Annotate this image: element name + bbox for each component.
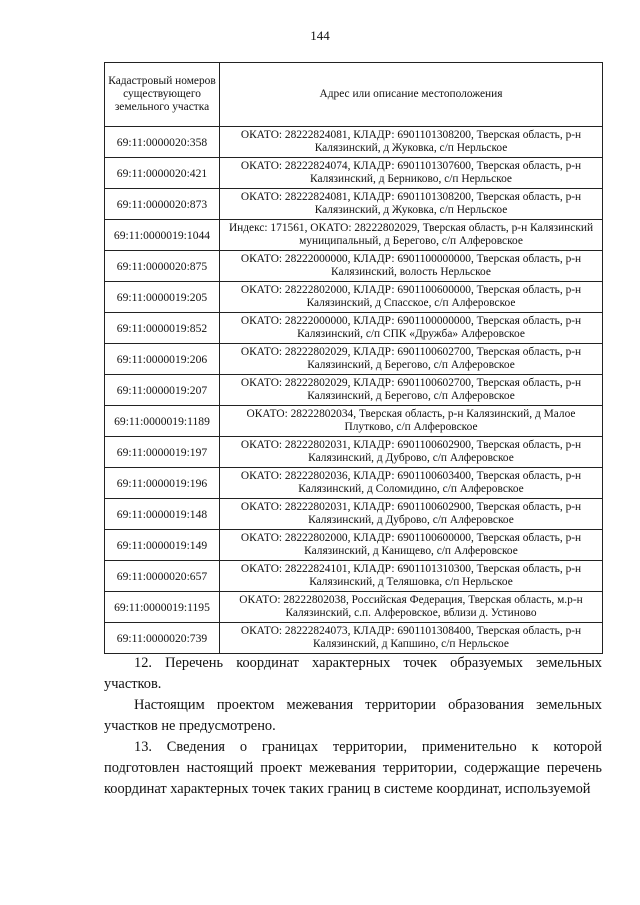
table-row [105,468,603,499]
paragraph-12b [104,695,602,737]
table-row [105,158,603,189]
table-row [105,127,603,158]
paragraph-12-text: 12. Перечень координат характерных точек образуемых земельных участков. [104,655,602,692]
address-cell: ОКАТО: 28222802029, КЛАДР: 6901100602700, Тверская область, р-н Калязинский, д Берегово, с/п Алферовское [220,375,603,406]
cadastral-number-cell: 69:11:0000019:1044 [105,220,220,251]
cadastral-number-cell: 69:11:0000020:358 [105,127,220,158]
cadastral-number-cell: 69:11:0000019:1195 [105,592,220,623]
address-cell: ОКАТО: 28222824081, КЛАДР: 6901101308200, Тверская область, р-н Калязинский, д Жуковка, с/п Нерльское [220,189,603,220]
address-cell: ОКАТО: 28222802034, Тверская область, р-н Калязинский, д Малое Плутково, с/п Алферовское [220,406,603,437]
table-row [105,561,603,592]
address-cell: ОКАТО: 28222802031, КЛАДР: 6901100602900, Тверская область, р-н Калязинский, д Дуброво, с/п Алферовское [220,499,603,530]
address-cell: ОКАТО: 28222802036, КЛАДР: 6901100603400, Тверская область, р-н Калязинский, д Соломидино, с/п Алферовское [220,468,603,499]
cadastral-number-cell: 69:11:0000019:196 [105,468,220,499]
address-cell: ОКАТО: 28222000000, КЛАДР: 6901100000000, Тверская область, р-н Калязинский, с/п СПК «Дружба» Алферовское [220,313,603,344]
table-row [105,623,603,654]
paragraph-13-text: 13. Сведения о границах территории, применительно к которой подготовлен настоящий проект межевания территории, содержащие перечень координат характерных точек таких границ в системе координат, используемой [104,739,602,797]
address-cell: ОКАТО: 28222802000, КЛАДР: 6901100600000, Тверская область, р-н Калязинский, д Спасское, с/п Алферовское [220,282,603,313]
table-row [105,530,603,561]
address-cell: ОКАТО: 28222000000, КЛАДР: 6901100000000, Тверская область, р-н Калязинский, волость Нерльское [220,251,603,282]
cadastral-number-cell: 69:11:0000019:205 [105,282,220,313]
address-cell: ОКАТО: 28222824073, КЛАДР: 6901101308400, Тверская область, р-н Калязинский, д Капшино, с/п Нерльское [220,623,603,654]
table-row [105,344,603,375]
cadastral-number-cell: 69:11:0000020:873 [105,189,220,220]
address-cell: Индекс: 171561, ОКАТО: 28222802029, Тверская область, р-н Калязинский муниципальный, д Берегово, с/п Алферовское [220,220,603,251]
header-address: Адрес или описание местоположения [220,63,603,127]
address-cell: ОКАТО: 28222824081, КЛАДР: 6901101308200, Тверская область, р-н Калязинский, д Жуковка, с/п Нерльское [220,127,603,158]
header-cadastral-number: Кадастровый номеров существующего земельного участка [105,63,220,127]
table-row [105,282,603,313]
table-row [105,313,603,344]
cadastral-number-cell: 69:11:0000019:207 [105,375,220,406]
paragraph-12 [104,653,602,695]
cadastral-number-cell: 69:11:0000019:148 [105,499,220,530]
address-cell: ОКАТО: 28222824101, КЛАДР: 6901101310300, Тверская область, р-н Калязинский, д Теляшовка, с/п Нерльское [220,561,603,592]
table-row [105,499,603,530]
address-cell: ОКАТО: 28222802029, КЛАДР: 6901100602700, Тверская область, р-н Калязинский, д Берегово, с/п Алферовское [220,344,603,375]
paragraph-13 [104,737,602,800]
cadastral-number-cell: 69:11:0000019:197 [105,437,220,468]
table-row [105,592,603,623]
address-cell: ОКАТО: 28222802038, Российская Федерация, Тверская область, м.р-н Калязинский, с.п. Алферовское, вблизи д. Устиново [220,592,603,623]
table-row [105,437,603,468]
cadastral-number-cell: 69:11:0000020:421 [105,158,220,189]
address-cell: ОКАТО: 28222802031, КЛАДР: 6901100602900, Тверская область, р-н Калязинский, д Дуброво, с/п Алферовское [220,437,603,468]
cadastral-number-cell: 69:11:0000019:1189 [105,406,220,437]
page-number: 144 [310,28,330,43]
table-row [105,220,603,251]
cadastral-number-cell: 69:11:0000020:875 [105,251,220,282]
cadastral-number-cell: 69:11:0000019:149 [105,530,220,561]
table-row [105,251,603,282]
cadastral-number-cell: 69:11:0000020:739 [105,623,220,654]
address-cell: ОКАТО: 28222824074, КЛАДР: 6901101307600, Тверская область, р-н Калязинский, д Берниково, с/п Нерльское [220,158,603,189]
cadastral-number-cell: 69:11:0000020:657 [105,561,220,592]
cadastral-number-cell: 69:11:0000019:852 [105,313,220,344]
cadastral-number-cell: 69:11:0000019:206 [105,344,220,375]
table-row [105,189,603,220]
table-row [105,406,603,437]
paragraph-12b-text: Настоящим проектом межевания территории образования земельных участков не предусмотрено. [104,697,602,734]
address-cell: ОКАТО: 28222802000, КЛАДР: 6901100600000, Тверская область, р-н Калязинский, д Канищево, с/п Алферовское [220,530,603,561]
table-row [105,375,603,406]
table-header-row [105,63,603,127]
land-plots-table [104,62,603,654]
